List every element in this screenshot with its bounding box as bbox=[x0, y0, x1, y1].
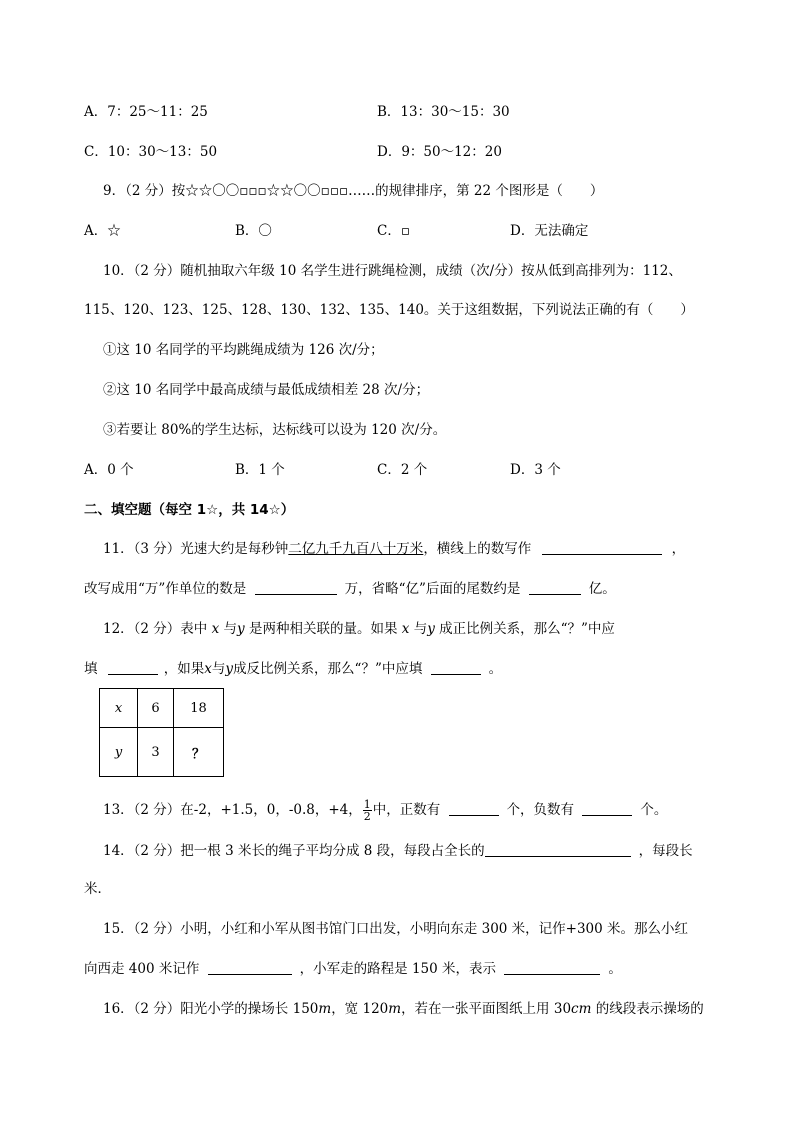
q15-line2 bbox=[84, 960, 622, 978]
q16-text: 16．（2 分）阳光小学的操场长 150 bbox=[103, 1001, 319, 1017]
q12-line1 bbox=[103, 620, 615, 638]
answer-blank[interactable] bbox=[449, 801, 499, 816]
q8-option-a: A．7：25～11：25 bbox=[84, 104, 208, 120]
q8-option-c: C．10：30～13：50 bbox=[84, 144, 218, 160]
q10-statement-3: ③若要让 80%的学生达标，达标线可以设为 120 次/分。 bbox=[103, 422, 447, 438]
q12-text: 12．（2 分）表中 bbox=[103, 621, 208, 637]
q12-text: 成反比例关系，那么“？”中应填 bbox=[233, 661, 423, 677]
q12-line2 bbox=[84, 660, 502, 678]
q12-text: 。 bbox=[488, 661, 503, 677]
table-cell: 18 bbox=[174, 689, 224, 728]
q11-line1 bbox=[103, 540, 685, 558]
table-cell: ？ bbox=[174, 728, 224, 777]
q12-text: 与 bbox=[223, 621, 238, 637]
table-cell: 3 bbox=[138, 728, 174, 777]
q11-line2 bbox=[84, 580, 616, 598]
variable-y: y bbox=[427, 621, 435, 637]
q12-table bbox=[99, 688, 224, 777]
q11-underlined-text: 二亿九千九百八十万米 bbox=[288, 541, 424, 557]
q9-option-d: D．无法确定 bbox=[510, 223, 589, 239]
q12-text: ，如果 bbox=[163, 661, 205, 677]
q10-stem-line1: 10．（2 分）随机抽取六年级 10 名学生进行跳绳检测，成绩（次/分）按从低到高排列为：112、 bbox=[103, 263, 682, 279]
q14-line1 bbox=[103, 842, 693, 860]
table-row bbox=[100, 689, 224, 728]
answer-blank[interactable] bbox=[208, 960, 292, 975]
answer-blank[interactable] bbox=[255, 580, 337, 595]
q8-option-b: B．13：30～15：30 bbox=[377, 104, 510, 120]
q14-line2: 米． bbox=[84, 881, 111, 897]
variable-x: x bbox=[211, 621, 220, 637]
q12-text: 与 bbox=[413, 621, 428, 637]
q15-text: 。 bbox=[608, 961, 622, 977]
q16-text: ，宽 120 bbox=[331, 1001, 389, 1017]
fraction bbox=[363, 799, 372, 822]
q11-text: 改写成用“万”作单位的数是 bbox=[84, 581, 247, 597]
q13-text: 个。 bbox=[640, 802, 668, 818]
q13-text: 中，正数有 bbox=[372, 802, 441, 818]
q15-line1: 15．（2 分）小明，小红和小军从图书馆门口出发，小明向东走 300 米，记作+300 米。那么小红 bbox=[103, 921, 689, 937]
q10-option-c: C．2 个 bbox=[377, 462, 428, 478]
q10-stem-line2: 115、120、123、125、128、130、132、135、140。关于这组数据，下列说法正确的有（ ） bbox=[84, 302, 694, 318]
variable-x: x bbox=[401, 621, 410, 637]
answer-blank[interactable] bbox=[108, 660, 158, 675]
table-row bbox=[100, 728, 224, 777]
section-title: 二、填空题（每空 1☆，共 14☆） bbox=[84, 502, 295, 518]
q13-text: 13．（2 分）在-2，+1.5，0，-0.8，+4， bbox=[103, 802, 362, 818]
unit-cm: cm bbox=[571, 1001, 592, 1017]
q15-text: 向西走 400 米记作 bbox=[84, 961, 200, 977]
q13-line bbox=[103, 798, 667, 822]
fraction-numerator: 1 bbox=[363, 798, 371, 811]
q12-text: 成正比例关系，那么“？”中应 bbox=[439, 621, 615, 637]
q9-option-c: C．▫ bbox=[377, 223, 410, 239]
q12-text: 与 bbox=[211, 661, 226, 677]
q10-option-d: D．3 个 bbox=[510, 462, 561, 478]
q14-text: ，每段长 bbox=[638, 843, 693, 859]
answer-blank[interactable] bbox=[431, 660, 481, 675]
q11-text: 11．（3 分）光速大约是每秒钟 bbox=[103, 541, 289, 557]
q10-option-b: B．1 个 bbox=[235, 462, 285, 478]
q9-stem: 9．（2 分）按☆☆〇〇▫▫▫☆☆〇〇▫▫▫……的规律排序，第 22 个图形是（ ） bbox=[103, 183, 604, 199]
answer-blank[interactable] bbox=[504, 960, 600, 975]
answer-blank[interactable] bbox=[582, 801, 632, 816]
variable-y: y bbox=[237, 621, 245, 637]
q9-option-b: B．〇 bbox=[235, 223, 272, 239]
q11-text: ，横线上的数写作 bbox=[423, 541, 532, 557]
answer-blank[interactable] bbox=[542, 540, 662, 555]
unit-m: m bbox=[388, 1001, 402, 1017]
q9-option-a: A．☆ bbox=[84, 223, 121, 239]
q8-option-d: D．9：50～12：20 bbox=[377, 144, 502, 160]
variable-x: x bbox=[204, 661, 212, 677]
answer-blank[interactable] bbox=[529, 580, 581, 595]
q16-text: 的线段表示操场的 bbox=[591, 1001, 704, 1017]
unit-m: m bbox=[318, 1001, 332, 1017]
table-cell: x bbox=[100, 689, 138, 728]
q10-statement-1: ①这 10 名同学的平均跳绳成绩为 126 次/分； bbox=[103, 342, 384, 358]
q12-text: 是两种相关联的量。如果 bbox=[248, 621, 398, 637]
q11-text: ， bbox=[671, 541, 686, 557]
q16-text: ，若在一张平面图纸上用 30 bbox=[401, 1001, 572, 1017]
fraction-denominator: 2 bbox=[363, 810, 371, 823]
table-cell: 6 bbox=[138, 689, 174, 728]
q13-text: 个，负数有 bbox=[506, 802, 575, 818]
q16-line1 bbox=[103, 1000, 704, 1018]
q14-text: 14．（2 分）把一根 3 米长的绳子平均分成 8 段，每段占全长的 bbox=[103, 843, 485, 859]
q10-option-a: A．0 个 bbox=[84, 462, 134, 478]
table-cell: y bbox=[100, 728, 138, 777]
q10-statement-2: ②这 10 名同学中最高成绩与最低成绩相差 28 次/分； bbox=[103, 382, 430, 398]
answer-blank[interactable] bbox=[485, 842, 631, 857]
q11-text: 亿。 bbox=[588, 581, 616, 597]
q11-text: 万，省略“亿”后面的尾数约是 bbox=[344, 581, 521, 597]
q12-text: 填 bbox=[84, 661, 98, 677]
q15-text: ，小军走的路程是 150 米，表示 bbox=[299, 961, 497, 977]
variable-y: y bbox=[225, 661, 234, 677]
